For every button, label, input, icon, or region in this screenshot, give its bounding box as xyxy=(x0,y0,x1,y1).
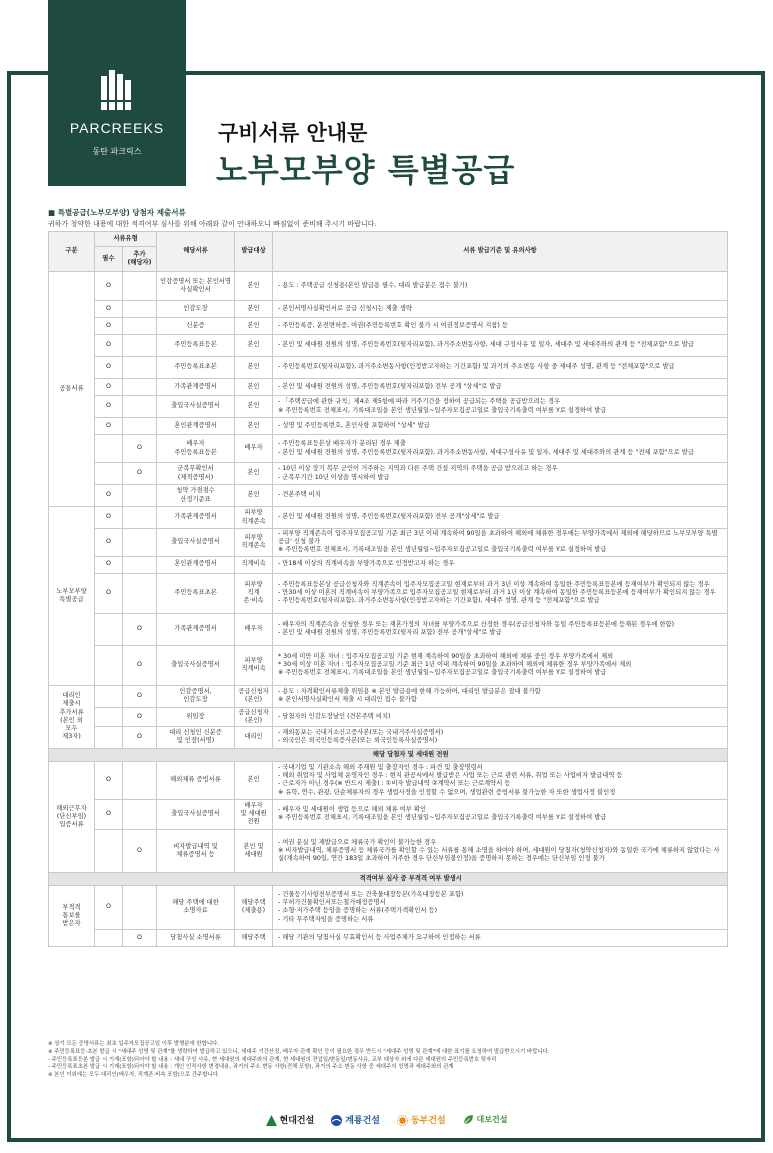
partner-logos xyxy=(0,1113,773,1126)
footnote: - 주민등록표등본 발급 시 기재(포함)되어야 할 내용 : 세대 구성 사유, 현 세대원의 세대주와의 관계, 현 세대원의 전입일/변동일/변동사유, 교부 대상자 외에 다른 세대원의 주민등록번호 뒷자리 xyxy=(48,1056,497,1063)
additional-mark: O xyxy=(123,929,157,946)
table-row xyxy=(49,556,728,573)
document-name: 해당 주택에 대한 소명자료 xyxy=(157,885,235,929)
table-row xyxy=(49,799,728,829)
table-row xyxy=(49,829,728,872)
document-notes: - 「주택공급에 관한 규칙」제4조 제5항에 따라 거주기간을 정하여 공급되는 주택을 공급받으려는 경우 ※ 주민등록번호 전체표시, 기록대조일을 본인 생년월일~입주자모집공고일로 출입국기록출력 여부를 Y로 설정하여 발급 xyxy=(273,396,728,418)
table-row xyxy=(49,645,728,685)
partner-dongbu: 동부건설 xyxy=(397,1113,446,1126)
required-mark xyxy=(95,613,123,645)
required-mark: O xyxy=(95,507,123,529)
band-spacer xyxy=(49,872,95,885)
brand-subname: 동탄 파크릭스 xyxy=(92,147,142,156)
issue-target: 본인 xyxy=(235,761,273,799)
issue-target: 본인 xyxy=(235,396,273,418)
partner-gyeryong: 계룡건설 xyxy=(331,1113,380,1126)
document-notes: - 주민등록표등본상 배우자가 분리된 경우 제출 - 본인 및 세대원 전원의 성명, 주민등록번호(뒷자리포함), 과거주소변동사항, 세대구성사유 및 일자, 세대주 및 세대주와의 관계 등 "전체 포함"으로 발급 xyxy=(273,435,728,463)
issue-target: 본인 xyxy=(235,301,273,318)
footnote: ※ 주민등록표등·초본 발급 시 "세대주 성명 및 관계"를 생략하여 발급하고 있으니, 세대주 기간산정, 배우자 관계 확인 등이 필요한 경우 반드시 "세대주 성명 및 관계"에 대한 표기를 요청하여 발급받으시기 바랍니다. xyxy=(48,1048,550,1055)
table-row xyxy=(49,761,728,799)
document-name: 주민등록표초본 xyxy=(157,573,235,613)
header-target: 발급대상 xyxy=(235,232,273,272)
additional-mark xyxy=(123,529,157,557)
additional-mark xyxy=(123,761,157,799)
required-mark: O xyxy=(95,272,123,301)
document-name: 청약 가점점수 산정기준표 xyxy=(157,485,235,507)
additional-mark xyxy=(123,396,157,418)
issue-target: 본인 xyxy=(235,418,273,435)
required-mark xyxy=(95,435,123,463)
table-band-row xyxy=(49,748,728,761)
table-row xyxy=(49,707,728,726)
table-row xyxy=(49,529,728,557)
doc-title: 노부모부양 특별공급 xyxy=(216,151,516,189)
required-mark: O xyxy=(95,379,123,396)
document-name: 해외체류 증빙서류 xyxy=(157,761,235,799)
table-row xyxy=(49,726,728,748)
issue-target: 본인 xyxy=(235,357,273,379)
footnote: ※ 상기 모든 증명서류는 최초 입주자모집공고일 이후 발행분에 한합니다. xyxy=(48,1041,219,1047)
footnotes xyxy=(48,1041,738,1080)
document-name: 혼인관계증명서 xyxy=(157,556,235,573)
table-row xyxy=(49,357,728,379)
partner-daebo: 대보건설 xyxy=(463,1114,508,1125)
issue-target: 해당주택 (제출용) xyxy=(235,885,273,929)
table-band: 적격여부 심사 중 부적격 여부 발생시 xyxy=(95,872,728,885)
required-mark: O xyxy=(95,335,123,357)
document-name: 출입국사실증명서 xyxy=(157,529,235,557)
document-notes: - 10년 이상 장기 복무 군인이 거주하는 지역과 다른 주택 건설 지역의 주택을 공급 받으려고 하는 경우 - 군복무기간 10년 이상을 명시하여 발급 xyxy=(273,463,728,485)
additional-mark xyxy=(123,573,157,613)
additional-mark xyxy=(123,272,157,301)
document-name: 인감증명서 또는 본인서명사실확인서 xyxy=(157,272,235,301)
issue-target: 본인 xyxy=(235,318,273,335)
brand-logo xyxy=(48,0,186,186)
table-row xyxy=(49,418,728,435)
doc-subtitle: 구비서류 안내문 xyxy=(218,121,368,145)
additional-mark xyxy=(123,379,157,396)
additional-mark: O xyxy=(123,645,157,685)
document-name: 대리 신청인 신분증 및 인장(서명) xyxy=(157,726,235,748)
document-notes: - 배우자 및 세대원이 생업 등으로 해외 체류 여부 확인 ※ 주민등록번호 전체표시, 기록대조일을 본인 생년월일~입주자모집공고일로 출입국기록출력 여부를 Y로 설정하여 발급 xyxy=(273,799,728,829)
header-doc-type: 서류유형 xyxy=(95,232,157,247)
issue-target: 배우자 및 세대원 전원 xyxy=(235,799,273,829)
additional-mark xyxy=(123,357,157,379)
issue-target: 본인 xyxy=(235,272,273,301)
brand-name: PARCREEKS xyxy=(69,120,165,136)
required-mark: O xyxy=(95,573,123,613)
required-mark xyxy=(95,463,123,485)
table-row xyxy=(49,573,728,613)
required-mark: O xyxy=(95,301,123,318)
document-name: 배우자 주민등록표등본 xyxy=(157,435,235,463)
issue-target: 해당주택 xyxy=(235,929,273,946)
document-notes: - 여권 분실 및 재발급으로 체류국가 확인이 불가능한 경우 ※ 비자발급내역, 체류증명서 등 체류국가를 확인할 수 있는 서류를 통해 소명을 하여야 하며, 세대원이 당첨자(청약신청자)와 동일한 국가에 체류하지 않았다는 사실(계속하여 90일, 연간 183일 초과하여 거주한 경우 단신부임불인정)을 증명하지 못하는 경우에는 단신부임 인정 불가 xyxy=(273,829,728,872)
document-name: 출입국사실증명서 xyxy=(157,645,235,685)
table-row xyxy=(49,929,728,946)
additional-mark: O xyxy=(123,463,157,485)
document-notes: - 재외동포는 국내거소신고증사본(또는 국내거주사실증명서) - 외국인은 외국인등록증사본(또는 외국인등록사실증명서) xyxy=(273,726,728,748)
issue-target: 피부양 직계비속 xyxy=(235,645,273,685)
required-mark: O xyxy=(95,885,123,929)
document-name: 출입국사실증명서 xyxy=(157,396,235,418)
additional-mark xyxy=(123,301,157,318)
sun-icon xyxy=(397,1115,408,1126)
required-mark: O xyxy=(95,556,123,573)
required-mark xyxy=(95,645,123,685)
table-row xyxy=(49,379,728,396)
additional-mark xyxy=(123,318,157,335)
document-name: 혼인관계증명서 xyxy=(157,418,235,435)
category-cell: 대리인 제출시 추가서류 (본인 외 모두 제3자) xyxy=(49,685,95,748)
document-notes: * 30세 미만 미혼 자녀 : 입주자모집공고일 기준 현재 계속하여 90일을 초과하여 해외에 체류 중인 경우 부양가족에서 제외 * 30세 이상 미혼 자녀 : 입주자모집공고일 기준 최근 1년 이내 계속하여 90일을 초과하여 해외에 체류한 경우 부양가족에서 제외 ※ 주민등록번호 전체표시, 기록대조일을 본인 생년월일~입주자모집공고일로 출입국기록출력 여부를 Y로 설정하여 발급 xyxy=(273,645,728,685)
leaf-icon xyxy=(463,1114,474,1125)
document-name: 주민등록표초본 xyxy=(157,357,235,379)
issue-target: 본인 xyxy=(235,485,273,507)
required-mark xyxy=(95,929,123,946)
header-additional: 추가 (해당자) xyxy=(123,247,157,272)
table-band: 해당 당첨자 및 세대원 전원 xyxy=(95,748,728,761)
category-cell: 공통서류 xyxy=(49,272,95,507)
table-row xyxy=(49,396,728,418)
document-notes: - 본인 및 세대원 전원의 성명, 주민등록번호(뒷자리포함) 전부 공개 "상세"로 발급 xyxy=(273,379,728,396)
document-name: 군복무확인서 (제적증명서) xyxy=(157,463,235,485)
document-name: 출입국사실증명서 xyxy=(157,799,235,829)
table-row xyxy=(49,463,728,485)
documents-table xyxy=(48,231,728,947)
issue-target: 배우자 xyxy=(235,435,273,463)
document-notes: - 만18세 이상의 직계비속을 부양가족으로 인정받고자 하는 경우 xyxy=(273,556,728,573)
additional-mark: O xyxy=(123,685,157,707)
document-notes: - 건물등기사항전부증명서 또는 건축물대장등본(가옥대장등본 포함) - 무허가건물확인서또는철거예정증명서 - 소형·저가주택 등임을 증명하는 서류(주택가격확인서 등) - 기타 무주택자임을 증명하는 서류 xyxy=(273,885,728,929)
issue-target: 본인 xyxy=(235,335,273,357)
triangle-icon xyxy=(266,1115,277,1126)
header-required: 필수 xyxy=(95,247,123,272)
document-notes: - 용도 : 주택공급 신청용(본인 발급용 필수, 대리 발급분은 접수 불가) xyxy=(273,272,728,301)
required-mark xyxy=(95,707,123,726)
additional-mark xyxy=(123,418,157,435)
globe-icon xyxy=(331,1115,342,1126)
document-notes: - 국내기업 및 기관소속 해외 주재원 및 출장자인 경우 : 파견 및 출장명령서 - 해외 취업자 및 사업체 운영자인 경우 : 현지 관공서에서 발급받은 사업 또는 근로 관련 서류, 취업 또는 사업비자 발급내역 등 - 근로자가 아닌 경우(※ 반드시 제출) : ①비자 발급내역 ②계약서 또는 근로계약서 등 ※ 유학, 연수, 관광, 단순체류자의 경우 생업사정을 인정할 수 없으며, 생업관련 증빙서류 불가능한 자 또한 생업사정 불인정 xyxy=(273,761,728,799)
additional-mark xyxy=(123,799,157,829)
table-row xyxy=(49,485,728,507)
table-row xyxy=(49,335,728,357)
issue-target: 대리인 xyxy=(235,726,273,748)
document-name: 위임장 xyxy=(157,707,235,726)
additional-mark xyxy=(123,485,157,507)
document-name: 인감증명서, 인감도장 xyxy=(157,685,235,707)
table-row xyxy=(49,435,728,463)
document-notes: - 피부양 직계존속이 입주자모집공고일 기준 최근 3년 이내 계속하여 90일을 초과하여 해외에 체류한 경우에는 부양가족에서 제외에 해당하므로 노부모부양 특별공급' 신청 불가 ※ 주민등록번호 전체표시, 기록대조일을 본인 생년월일~입주자모집공고일로 출입국기록출력 여부를 Y로 설정하여 발급 xyxy=(273,529,728,557)
additional-mark: O xyxy=(123,435,157,463)
document-name: 가족관계증명서 xyxy=(157,507,235,529)
document-name: 주민등록표등본 xyxy=(157,335,235,357)
table-row xyxy=(49,272,728,301)
issue-target: 본인 xyxy=(235,379,273,396)
document-notes: - 용도 : 자격확인서류제출 위임용 ※ 본인 발급용에 한해 가능하며, 대리인 발급분은 절대 불가함 ※ 본인서명사실확인서 제출 시 대리인 접수 불가함 xyxy=(273,685,728,707)
category-cell: 부적격 통보를 받은자 xyxy=(49,885,95,946)
document-notes: - 견본주택 비치 xyxy=(273,485,728,507)
building-icon xyxy=(99,70,133,112)
required-mark: O xyxy=(95,799,123,829)
document-notes: - 당첨자의 인감도장날인 (견본주택 비치) xyxy=(273,707,728,726)
document-name: 비자발급내역 및 체류증명서 등 xyxy=(157,829,235,872)
required-mark: O xyxy=(95,529,123,557)
additional-mark: O xyxy=(123,613,157,645)
issue-target: 피부양 직계존속 xyxy=(235,529,273,557)
band-spacer xyxy=(49,748,95,761)
table-row xyxy=(49,685,728,707)
partner-hyundai: 현대건설 xyxy=(266,1113,315,1126)
document-name: 가족관계증명서 xyxy=(157,613,235,645)
document-notes: - 본인 및 세대원 전원의 성명, 주민등록번호(뒷자리포함), 과거주소변동사항, 세대 구성사유 및 일자, 세대주 및 세대주와의 관계 등 "전체포함"으로 발급 xyxy=(273,335,728,357)
required-mark xyxy=(95,829,123,872)
header-category: 구분 xyxy=(49,232,95,272)
issue-target: 본인 및 세대원 xyxy=(235,829,273,872)
table-row xyxy=(49,507,728,529)
section-heading: ■ 특별공급(노부모부양) 당첨자 제출서류 xyxy=(48,208,186,217)
issue-target: 공급신청자 (본인) xyxy=(235,707,273,726)
table-row xyxy=(49,885,728,929)
document-notes: - 성명 및 주민등록번호, 혼인사항 포함하여 "상세" 발급 xyxy=(273,418,728,435)
table-row xyxy=(49,318,728,335)
required-mark: O xyxy=(95,485,123,507)
required-mark: O xyxy=(95,761,123,799)
issue-target: 공급신청자 (본인) xyxy=(235,685,273,707)
document-notes: - 주민등록증, 운전면허증, 여권(주민등록번호 확인 불가 시 여권정보증명서 지참) 등 xyxy=(273,318,728,335)
additional-mark xyxy=(123,507,157,529)
document-name: 인감도장 xyxy=(157,301,235,318)
footnote: ※ 본인 이외에는 모두 대리인(배우자, 직계존·비속 포함)으로 간주합니다. xyxy=(48,1072,220,1079)
additional-mark: O xyxy=(123,829,157,872)
document-name: 신분증 xyxy=(157,318,235,335)
document-name: 가족관계증명서 xyxy=(157,379,235,396)
document-notes: - 해당 기관의 당첨사실 무효확인서 등 사업주체가 요구하여 인정하는 서류 xyxy=(273,929,728,946)
additional-mark xyxy=(123,885,157,929)
required-mark: O xyxy=(95,396,123,418)
document-name: 당첨사실 소명서류 xyxy=(157,929,235,946)
issue-target: 피부양 직계존속 xyxy=(235,507,273,529)
table-row xyxy=(49,301,728,318)
document-notes: - 본인서명사실확인서로 공급 신청시는 제출 생략 xyxy=(273,301,728,318)
document-notes: - 주민등록표등본상 공급신청자와 직계존속이 입주자모집공고일 현재로부터 과거 3년 이상 계속하여 동일한 주민등록표등본에 등재여부가 확인되지 않는 경우 - 만30세 이상 미혼의 직계비속이 부양가족으로 입주자모집공고일 현재로부터 과거 1년 이상 계속하여 동일한 주민등록표등본에 등재여부가 확인되지 않는 경우 - 주민등록번호(뒷자리포함), 과거주소변동사항(인정받고자하는 기간포함), 세대주 성명, 관계 등 "전체포함"으로 발급 xyxy=(273,573,728,613)
document-notes: - 본인 및 세대원 전원의 성명, 주민등록번호(뒷자리포함) 전부 공개"상세"로 발급 xyxy=(273,507,728,529)
additional-mark: O xyxy=(123,707,157,726)
document-notes: - 배우자의 직계존속을 신청한 경우 또는 재혼가정의 자녀를 부양가족으로 산정한 경우(공급신청자와 동일 주민등록표등본에 등재된 경우에 한함) - 본인 및 세대원 전원의 성명, 주민등록번호(뒷자리 포함) 전부 공개"상세"로 발급 xyxy=(273,613,728,645)
document-notes: - 주민등록번호(뒷자리포함), 과거주소변동사항(인정받고자하는 기간포함) 및 과거의 주소변동 사항 중 세대주 성명, 관계 등 "전체포함"으로 발급 xyxy=(273,357,728,379)
required-mark xyxy=(95,726,123,748)
issue-target: 배우자 xyxy=(235,613,273,645)
footnote: - 주민등록표초본 발급 시 기재(포함)되어야 할 내용 : 개인 인적사항 변경내용, 과거의 주소 변동 사항(전체 포함), 과거의 주소 변동 사항 중 세대주의 성명과 세대주와의 관계 xyxy=(48,1064,454,1071)
required-mark: O xyxy=(95,318,123,335)
required-mark: O xyxy=(95,418,123,435)
issue-target: 직계비속 xyxy=(235,556,273,573)
category-cell: 해외근무자 (단신부임) 입증서류 xyxy=(49,761,95,872)
required-mark xyxy=(95,685,123,707)
additional-mark xyxy=(123,335,157,357)
header-notes: 서류 발급기준 및 유의사항 xyxy=(273,232,728,272)
additional-mark xyxy=(123,556,157,573)
table-row xyxy=(49,613,728,645)
issue-target: 피부양 직계 존·비속 xyxy=(235,573,273,613)
table-band-row xyxy=(49,872,728,885)
additional-mark: O xyxy=(123,726,157,748)
category-cell: 노부모부양 특별공급 xyxy=(49,507,95,686)
issue-target: 본인 xyxy=(235,463,273,485)
header-doc-name: 해당서류 xyxy=(157,232,235,272)
section-description: 귀하가 청약한 내용에 대한 적격여부 심사를 위해 아래와 같이 안내하오니 빠짐없이 준비해 주시기 바랍니다. xyxy=(48,220,377,228)
required-mark: O xyxy=(95,357,123,379)
